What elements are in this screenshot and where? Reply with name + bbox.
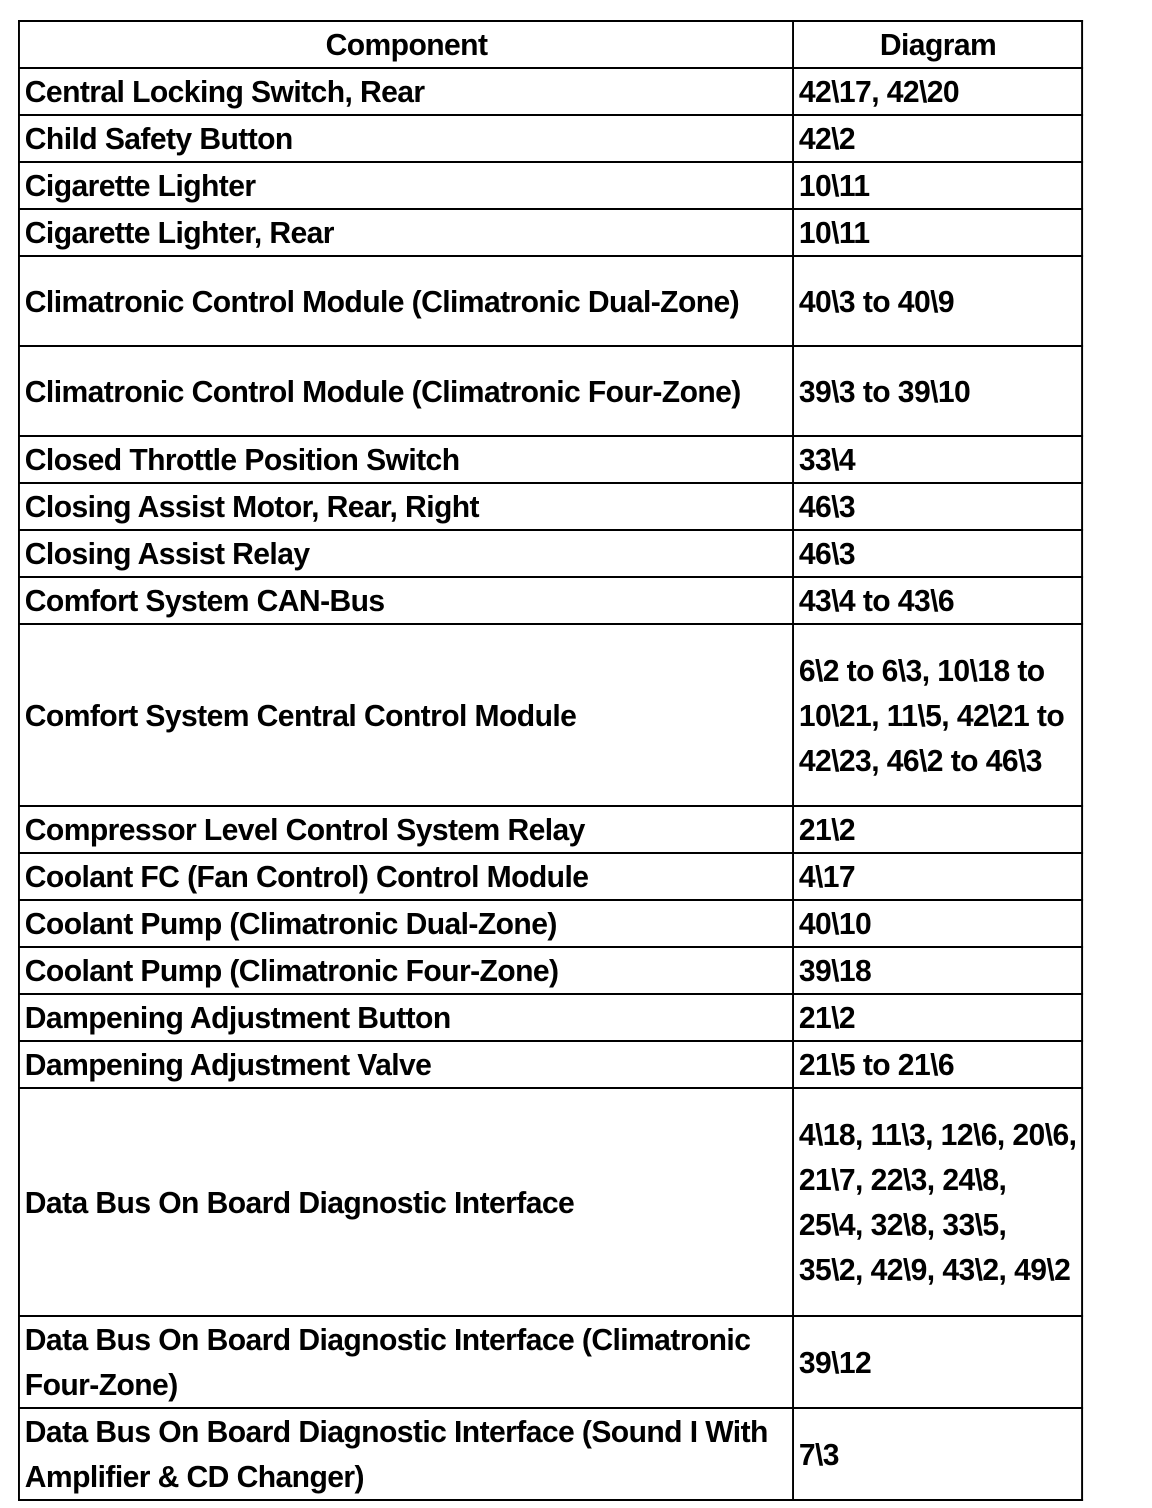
component-diagram-table bbox=[18, 20, 1083, 1501]
table-row bbox=[19, 624, 1082, 806]
component-cell: Climatronic Control Module (Climatronic Four-Zone) bbox=[19, 346, 793, 436]
diagram-cell: 46\3 bbox=[793, 530, 1082, 577]
diagram-cell: 46\3 bbox=[793, 483, 1082, 530]
table-row bbox=[19, 947, 1082, 994]
diagram-cell: 6\2 to 6\3, 10\18 to 10\21, 11\5, 42\21 to 42\23, 46\2 to 46\3 bbox=[793, 624, 1082, 806]
component-cell: Coolant Pump (Climatronic Four-Zone) bbox=[19, 947, 793, 994]
diagram-cell: 4\18, 11\3, 12\6, 20\6, 21\7, 22\3, 24\8, 25\4, 32\8, 33\5, 35\2, 42\9, 43\2, 49\2 bbox=[793, 1088, 1082, 1316]
diagram-cell: 40\10 bbox=[793, 900, 1082, 947]
table-row bbox=[19, 483, 1082, 530]
table-row bbox=[19, 530, 1082, 577]
diagram-cell: 21\2 bbox=[793, 994, 1082, 1041]
table-row bbox=[19, 806, 1082, 853]
component-cell: Central Locking Switch, Rear bbox=[19, 68, 793, 115]
diagram-cell: 4\17 bbox=[793, 853, 1082, 900]
table-row bbox=[19, 1408, 1082, 1500]
component-cell: Cigarette Lighter, Rear bbox=[19, 209, 793, 256]
table-row bbox=[19, 853, 1082, 900]
diagram-cell: 7\3 bbox=[793, 1408, 1082, 1500]
diagram-cell: 40\3 to 40\9 bbox=[793, 256, 1082, 346]
component-cell: Data Bus On Board Diagnostic Interface bbox=[19, 1088, 793, 1316]
diagram-cell: 10\11 bbox=[793, 162, 1082, 209]
component-cell: Cigarette Lighter bbox=[19, 162, 793, 209]
header-diagram: Diagram bbox=[793, 21, 1082, 68]
component-cell: Dampening Adjustment Valve bbox=[19, 1041, 793, 1088]
table-row bbox=[19, 162, 1082, 209]
table-row bbox=[19, 577, 1082, 624]
component-diagram-table-container bbox=[18, 20, 1114, 1501]
component-cell: Climatronic Control Module (Climatronic Dual-Zone) bbox=[19, 256, 793, 346]
component-cell: Closing Assist Motor, Rear, Right bbox=[19, 483, 793, 530]
component-cell: Closing Assist Relay bbox=[19, 530, 793, 577]
component-cell: Comfort System CAN-Bus bbox=[19, 577, 793, 624]
diagram-cell: 43\4 to 43\6 bbox=[793, 577, 1082, 624]
diagram-cell: 39\12 bbox=[793, 1316, 1082, 1408]
diagram-cell: 42\17, 42\20 bbox=[793, 68, 1082, 115]
table-row bbox=[19, 115, 1082, 162]
component-cell: Coolant Pump (Climatronic Dual-Zone) bbox=[19, 900, 793, 947]
table-row bbox=[19, 436, 1082, 483]
diagram-cell: 39\18 bbox=[793, 947, 1082, 994]
table-row bbox=[19, 994, 1082, 1041]
table-row bbox=[19, 256, 1082, 346]
table-row bbox=[19, 68, 1082, 115]
table-row bbox=[19, 1041, 1082, 1088]
diagram-cell: 33\4 bbox=[793, 436, 1082, 483]
diagram-cell: 42\2 bbox=[793, 115, 1082, 162]
component-cell: Closed Throttle Position Switch bbox=[19, 436, 793, 483]
component-cell: Dampening Adjustment Button bbox=[19, 994, 793, 1041]
component-cell: Child Safety Button bbox=[19, 115, 793, 162]
component-cell: Compressor Level Control System Relay bbox=[19, 806, 793, 853]
component-cell: Comfort System Central Control Module bbox=[19, 624, 793, 806]
diagram-cell: 21\5 to 21\6 bbox=[793, 1041, 1082, 1088]
table-row bbox=[19, 1088, 1082, 1316]
diagram-cell: 21\2 bbox=[793, 806, 1082, 853]
table-row bbox=[19, 209, 1082, 256]
table-header-row bbox=[19, 21, 1082, 68]
diagram-cell: 39\3 to 39\10 bbox=[793, 346, 1082, 436]
table-row bbox=[19, 1316, 1082, 1408]
table-row bbox=[19, 900, 1082, 947]
component-cell: Data Bus On Board Diagnostic Interface (Climatronic Four-Zone) bbox=[19, 1316, 793, 1408]
table-row bbox=[19, 346, 1082, 436]
component-cell: Coolant FC (Fan Control) Control Module bbox=[19, 853, 793, 900]
diagram-cell: 10\11 bbox=[793, 209, 1082, 256]
header-component: Component bbox=[19, 21, 793, 68]
component-cell: Data Bus On Board Diagnostic Interface (Sound I With Amplifier & CD Changer) bbox=[19, 1408, 793, 1500]
